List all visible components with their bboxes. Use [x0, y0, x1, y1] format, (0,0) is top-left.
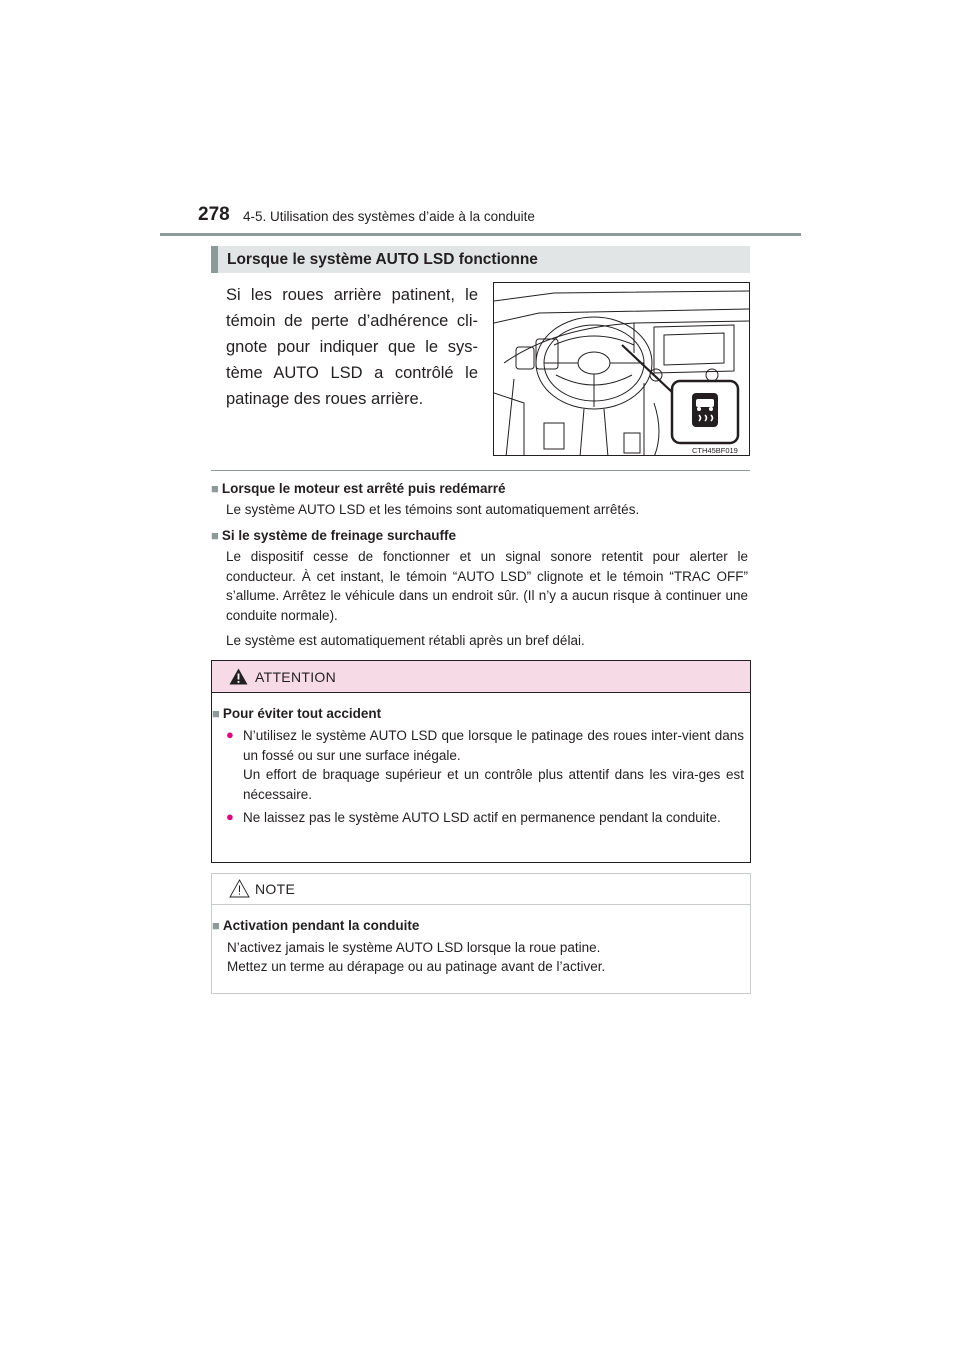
square-bullet-icon: ■	[211, 481, 219, 496]
info-paragraph: Le système est automatiquement rétabli après un bref délai.	[226, 633, 585, 648]
intro-line: tème AUTO LSD a contrôlé le	[226, 364, 478, 382]
warning-triangle-icon	[229, 668, 248, 685]
intro-paragraph	[226, 282, 478, 412]
square-bullet-icon: ■	[212, 706, 220, 721]
note-line: Mettez un terme au dérapage ou au patinage avant de l’activer.	[227, 959, 606, 974]
figure-code: CTH45BF019	[692, 446, 738, 455]
note-heading: ■ Activation pendant la conduite	[212, 918, 420, 933]
slip-indicator-icon	[692, 393, 718, 427]
note-line: N’activez jamais le système AUTO LSD lorsque la roue patine.	[227, 940, 601, 955]
info-paragraph: Le dispositif cesse de fonctionner et un signal sonore retentit pour alerter le conducteur. À cet instant, le témoin “AUTO LSD” clignote et le témoin “TRAC OFF” s’allume. Arrêtez le véhicule dans un endroit sûr. (Il n’y a aucun risque à continuer une conduite normale).	[226, 549, 748, 623]
page-number: 278	[198, 204, 230, 225]
attention-header	[212, 661, 750, 693]
intro-line: témoin de perte d’adhérence cli-	[226, 312, 478, 330]
info-heading: ■ Si le système de freinage surchauffe	[211, 528, 456, 543]
square-bullet-icon: ■	[211, 528, 219, 543]
intro-line: gnote pour indiquer que le sys-	[226, 338, 478, 356]
attention-bullet: ● N’utilisez le système AUTO LSD que lorsque le patinage des roues inter-vient dans un fossé ou sur une surface inégale. Un effort de braquage supérieur et un contrôle plus attentif dans les vira-ges est nécessaire.	[226, 727, 744, 802]
attention-bullet: ● Ne laissez pas le système AUTO LSD actif en permanence pendant la conduite.	[226, 809, 721, 825]
info-heading: ■ Lorsque le moteur est arrêté puis redémarré	[211, 481, 506, 496]
caution-outline-icon	[229, 879, 250, 898]
section-heading	[211, 246, 750, 273]
chapter-title: 4-5. Utilisation des systèmes d’aide à la conduite	[243, 209, 535, 224]
attention-heading: ■ Pour éviter tout accident	[212, 706, 382, 721]
square-bullet-icon: ■	[212, 918, 220, 933]
dashboard-illustration	[493, 282, 750, 456]
attention-box	[211, 660, 751, 863]
header-rule	[160, 233, 801, 236]
section-divider	[211, 470, 750, 471]
attention-label: ATTENTION	[255, 669, 336, 685]
intro-line: Si les roues arrière patinent, le	[226, 286, 478, 304]
section-title: Lorsque le système AUTO LSD fonctionne	[227, 251, 538, 268]
note-header	[212, 874, 750, 905]
bullet-dot-icon: ●	[226, 727, 234, 742]
note-label: NOTE	[255, 881, 296, 897]
intro-line: patinage des roues arrière.	[226, 390, 424, 408]
info-paragraph: Le système AUTO LSD et les témoins sont automatiquement arrêtés.	[226, 502, 640, 517]
note-box	[211, 873, 751, 994]
bullet-dot-icon: ●	[226, 809, 234, 824]
